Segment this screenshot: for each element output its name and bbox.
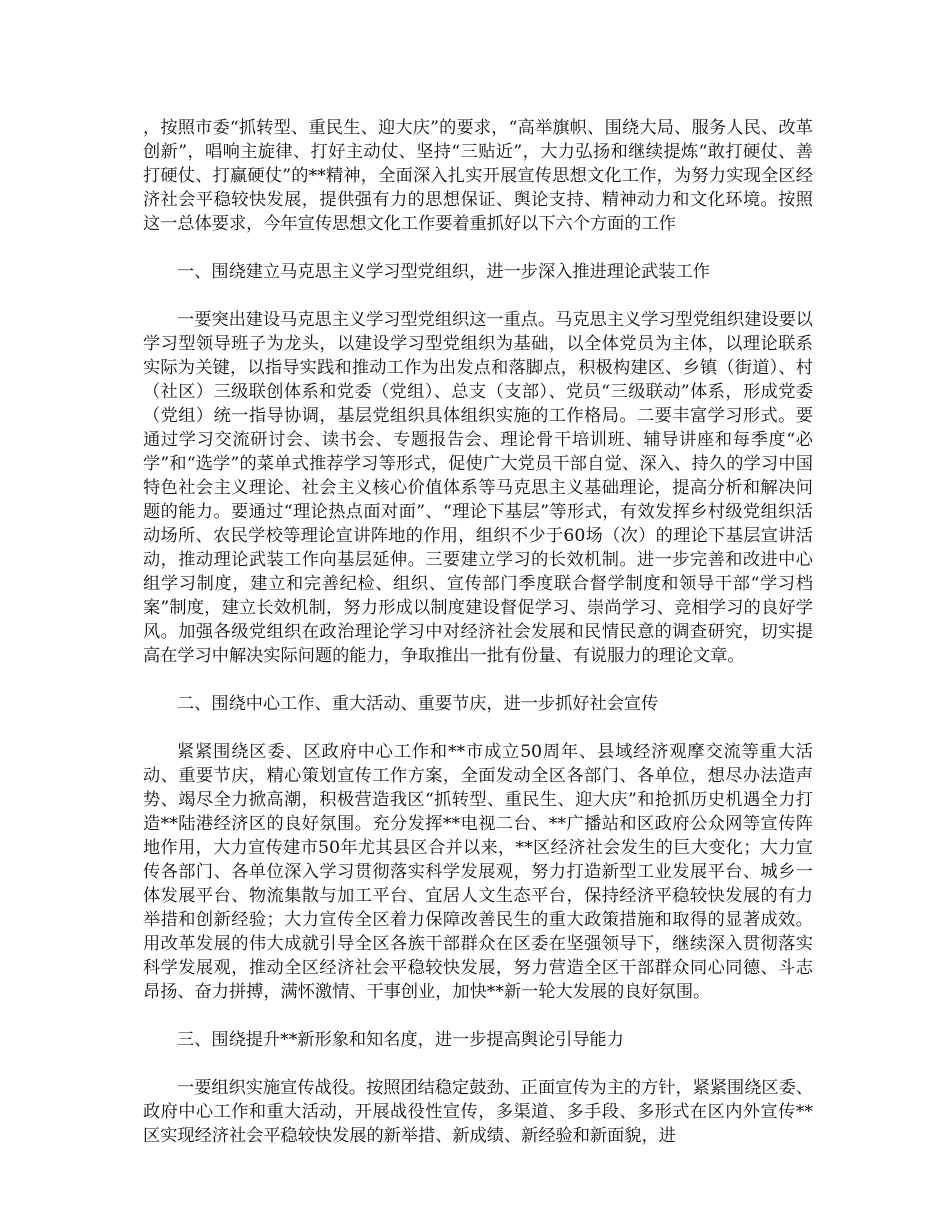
document-body: [143, 116, 813, 1172]
section-paragraph-2: 紧紧围绕区委、区政府中心工作和**市成立50周年、县域经济观摩交流等重大活动、重要节庆，精心策划宣传工作方案，全面发动全区各部门、各单位，想尽办法造声势、竭尽全力掀高潮，积极营造我区“抓转型、重民生、迎大庆”和抢抓历史机遇全力打造**陆港经济区的良好氛围。充分发挥**电视二台、**广播站和区政府公众网等宣传阵地作用，大力宣传建市50年尤其县区合并以来，**区经济社会发生的巨大变化；大力宣传各部门、各单位深入学习贯彻落实科学发展观，努力打造新型工业发展平台、城乡一体发展平台、物流集散与加工平台、宜居人文生态平台，保持经济平稳较快发展的有力举措和创新经验；大力宣传全区着力保障改善民生的重大政策措施和取得的显著成效。用改革发展的伟大成就引导全区各族干部群众在区委在坚强领导下，继续深入贯彻落实科学发展观，推动全区经济社会平稳较快发展，努力营造全区干部群众同心同德、斗志昂扬、奋力拼搏，满怀激情、干事创业，加快**新一轮大发展的良好氛围。: [143, 742, 813, 1002]
section-heading-2: 二、围绕中心工作、重大活动、重要节庆，进一步抓好社会宣传: [177, 694, 659, 714]
intro-paragraph: ，按照市委“抓转型、重民生、迎大庆”的要求，“高举旗帜、围绕大局、服务人民、改革创新”，唱响主旋律、打好主动仗、坚持“三贴近”，大力弘扬和继续提炼“敢打硬仗、善打硬仗、打赢硬仗”的**精神，全面深入扎实开展宣传思想文化工作，为努力实现全区经济社会平稳较快发展，提供强有力的思想保证、舆论支持、精神动力和文化环境。按照这一总体要求，今年宣传思想文化工作要着重抓好以下六个方面的工作: [143, 118, 813, 234]
section-paragraph-3: 一要组织实施宣传战役。按照团结稳定鼓劲、正面宣传为主的方针，紧紧围绕区委、政府中心工作和重大活动，开展战役性宣传，多渠道、多手段、多形式在区内外宣传**区实现经济社会平稳较快发展的新举措、新成绩、新经验和新面貌，进: [143, 1078, 813, 1146]
section-paragraph-1: 一要突出建设马克思主义学习型党组织这一重点。马克思主义学习型党组织建设要以学习型领导班子为龙头，以建设学习型党组织为基础，以全体党员为主体，以理论联系实际为关键，以指导实践和推动工作为出发点和落脚点，积极构建区、乡镇（街道）、村（社区）三级联创体系和党委（党组）、总支（支部）、党员“三级联动”体系，形成党委（党组）统一指导协调，基层党组织具体组织实施的工作格局。二要丰富学习形式。要通过学习交流研讨会、读书会、专题报告会、理论骨干培训班、辅导讲座和每季度“必学”和“选学”的菜单式推荐学习等形式，促使广大党员干部自觉、深入、持久的学习中国特色社会主义理论、社会主义核心价值体系等马克思主义基础理论，提高分析和解决问题的能力。要通过“理论热点面对面”、“理论下基层”等形式，有效发挥乡村级党组织活动场所、农民学校等理论宣讲阵地的作用，组织不少于60场（次）的理论下基层宣讲活动，推动理论武装工作向基层延伸。三要建立学习的长效机制。进一步完善和改进中心组学习制度，建立和完善纪检、组织、宣传部门季度联合督学制度和领导干部“学习档案”制度，建立长效机制，努力形成以制度建设督促学习、崇尚学习、竞相学习的良好学风。加强各级党组织在政治理论学习中对经济社会发展和民情民意的调查研究，切实提高在学习中解决实际问题的能力，争取推出一批有份量、有说服力的理论文章。: [143, 310, 813, 666]
section-heading-3: 三、围绕提升**新形象和知名度，进一步提高舆论引导能力: [177, 1030, 624, 1050]
section-heading-1: 一、围绕建立马克思主义学习型党组织，进一步深入推进理论武装工作: [177, 262, 710, 282]
